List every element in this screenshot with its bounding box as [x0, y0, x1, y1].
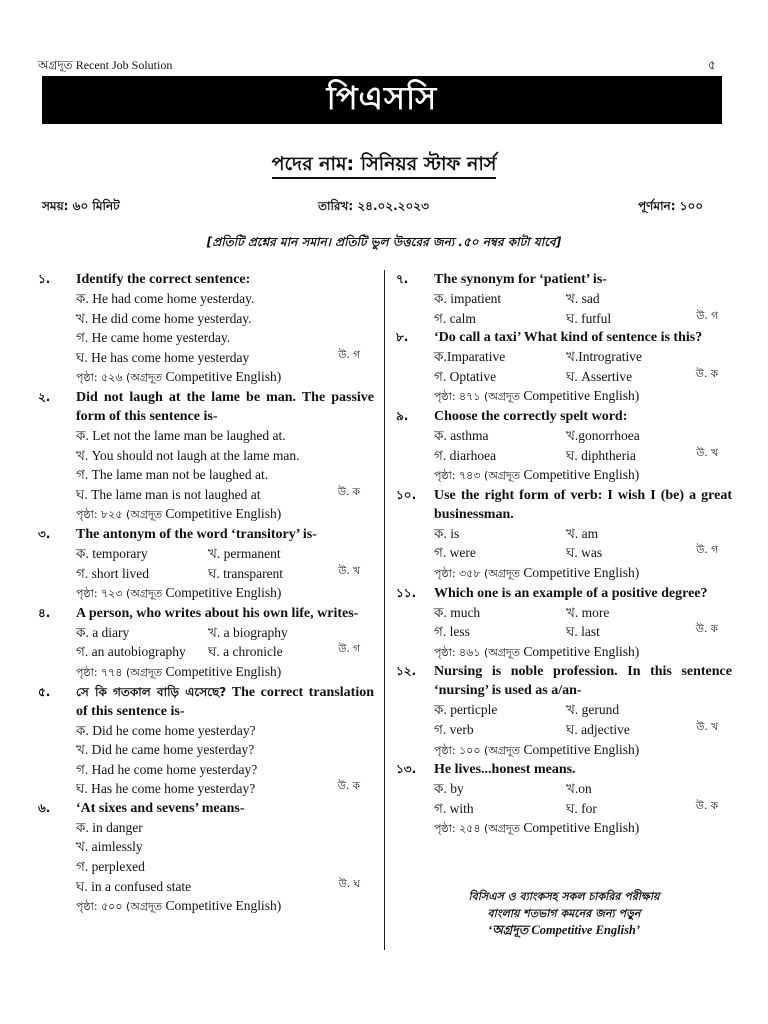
option-ga: গ. perplexed — [76, 859, 145, 875]
option-gha: ঘ. transparent — [208, 565, 284, 581]
question-10 — [396, 486, 732, 584]
promo-line-2: বাংলায় শতভাগ কমনের জন্য পড়ুন — [487, 907, 641, 920]
answer-key: উ. খ — [696, 446, 718, 459]
option-ka: ক. asthma — [434, 427, 489, 443]
post-title-text: পদের নাম: সিনিয়র স্টাফ নার্স — [272, 153, 497, 179]
question-number: ৮. — [396, 330, 409, 345]
option-gha: ঘ. Assertive — [566, 368, 633, 384]
answer-key: উ. ক — [695, 367, 718, 380]
option-ka: ক. much — [434, 604, 481, 620]
page-reference: পৃষ্ঠা: ৮২৫ (অগ্রদূত Competitive English) — [76, 506, 282, 522]
option-gha: ঘ. The lame man is not laughed at — [76, 486, 261, 502]
option-ga: গ. an autobiography — [76, 644, 186, 660]
option-kha: খ. He did come home yesterday. — [76, 310, 252, 326]
option-kha: খ. permanent — [208, 545, 281, 561]
option-gha: ঘ. last — [566, 624, 600, 640]
question-12 — [396, 662, 732, 760]
option-gha: ঘ. diphtheria — [566, 447, 636, 463]
option-ga: গ. The lame man not be laughed at. — [76, 467, 269, 483]
answer-key: উ. ক — [695, 799, 718, 812]
question-text: ‘At sixes and sevens’ means- — [76, 800, 245, 816]
page-reference: পৃষ্ঠা: ৪৭১ (অগ্রদূত Competitive English) — [434, 388, 640, 404]
question-6 — [38, 799, 374, 917]
page-reference: পৃষ্ঠা: ১০০ (অগ্রদূত Competitive English) — [434, 741, 640, 757]
page-reference: পৃষ্ঠা: ৫০০ (অগ্রদূত Competitive English) — [76, 898, 282, 914]
answer-key: উ. খ — [338, 564, 360, 577]
question-4 — [38, 604, 374, 683]
option-ga: গ. less — [434, 624, 470, 640]
post-title — [0, 150, 768, 182]
running-header: অগ্রদূত Recent Job Solution — [38, 58, 173, 72]
option-ka: ক. He had come home yesterday. — [76, 291, 255, 306]
question-11 — [396, 584, 732, 663]
question-number: ১. — [38, 272, 51, 286]
option-kha: খ. You should not laugh at the lame man. — [76, 447, 300, 463]
question-text: ‘Do call a taxi’ What kind of sentence is this? — [434, 330, 703, 346]
marking-note: [প্রতিটি প্রশ্নের মান সমান। প্রতিটি ভুল উত্তরের জন্য .৫০ নম্বর কাটা যাবে] — [206, 235, 562, 249]
option-gha: ঘ. He has come home yesterday — [76, 349, 250, 365]
question-text: Which one is an example of a positive degree? — [434, 585, 708, 601]
answer-key: উ. ক — [337, 485, 360, 498]
option-ga: গ. He came home yesterday. — [76, 330, 231, 346]
page-reference: পৃষ্ঠা: ৫২৬ (অগ্রদূত Competitive English) — [76, 369, 282, 385]
answer-key: উ. ক — [337, 780, 360, 793]
question-number: ৪. — [38, 605, 51, 620]
exam-banner: পিএসসি — [42, 76, 722, 124]
exam-time: সময়: ৬০ মিনিট — [42, 199, 120, 213]
option-ka: ক. Did he come home yesterday? — [76, 722, 256, 738]
question-3 — [38, 525, 374, 604]
question-number: ২. — [38, 389, 51, 404]
option-ga: গ. short lived — [76, 565, 149, 581]
question-text: The antonym of the word ‘transitory’ is- — [76, 526, 317, 542]
promo-line-1: বিসিএস ও ব্যাংকসহ সকল চাকরির পরীক্ষায় — [468, 890, 660, 903]
option-ka: ক. Let not the lame man be laughed at. — [76, 427, 286, 443]
question-number: ১১. — [396, 585, 417, 600]
option-gha: ঘ. a chronicle — [208, 644, 283, 660]
option-gha: ঘ. was — [566, 545, 603, 561]
answer-key: উ. গ — [338, 348, 360, 361]
option-kha: খ. am — [566, 525, 599, 541]
question-number: ৫. — [38, 684, 51, 699]
question-text: Nursing is noble profession. In this sentence ‘nursing’ is used as a/an- — [434, 664, 732, 699]
option-ga: গ. Had he come home yesterday? — [76, 761, 258, 777]
page-reference: পৃষ্ঠা: ৭২৩ (অগ্রদূত Competitive English) — [76, 585, 282, 601]
question-number: ৯. — [396, 408, 409, 423]
option-kha: খ. sad — [566, 291, 600, 306]
option-ka: ক. impatient — [434, 291, 502, 306]
left-column — [38, 270, 374, 917]
option-ga: গ. calm — [434, 310, 476, 326]
question-1 — [38, 270, 374, 388]
page-reference: পৃষ্ঠা: ৪৬১ (অগ্রদূত Competitive English) — [434, 643, 640, 659]
page-reference: পৃষ্ঠা: ২৫৪ (অগ্রদূত Competitive English) — [434, 820, 640, 836]
page-reference: পৃষ্ঠা: ৭৪৩ (অগ্রদূত Competitive English) — [434, 467, 640, 483]
question-text: সে কি গতকাল বাড়ি এসেছে? The correct translation of this sentence is- — [76, 684, 374, 719]
option-ka: ক. by — [434, 781, 464, 797]
answer-key: উ. খ — [696, 720, 718, 733]
option-kha: খ. gerund — [566, 702, 620, 718]
page-reference: পৃষ্ঠা: ৩৫৮ (অগ্রদূত Competitive English) — [434, 564, 640, 580]
question-number: ১৩. — [396, 762, 417, 777]
answer-key: উ. ক — [695, 623, 718, 636]
option-ka: ক. temporary — [76, 545, 148, 561]
option-ka: ক. is — [434, 525, 460, 541]
question-text: Choose the correctly spelt word: — [434, 408, 628, 424]
question-text: A person, who writes about his own life, writes- — [76, 605, 359, 621]
promo-footer — [396, 888, 732, 939]
option-kha: খ.on — [566, 781, 592, 797]
promo-line-3: ‘অগ্রদূত Competitive English’ — [487, 923, 641, 937]
option-kha: খ. a biography — [208, 624, 288, 640]
option-gha: ঘ. adjective — [566, 721, 630, 737]
option-ga: গ. diarhoea — [434, 447, 497, 463]
page-number: ৫ — [708, 58, 716, 72]
question-number: ৩. — [38, 526, 51, 541]
option-kha: খ. more — [566, 604, 610, 620]
question-number: ১২. — [396, 664, 417, 679]
option-ga: গ. verb — [434, 721, 474, 737]
question-number: ৭. — [396, 272, 409, 286]
question-number: ৬. — [38, 800, 51, 815]
option-kha: খ.Introgrative — [566, 349, 642, 365]
option-kha: খ.gonorrhoea — [566, 427, 640, 443]
question-5 — [38, 683, 374, 799]
answer-key: উ. গ — [696, 544, 718, 557]
question-text: He lives...honest means. — [434, 762, 576, 778]
question-text: Did not laugh at the lame be man. The passive form of this sentence is- — [76, 389, 374, 424]
option-gha: ঘ. in a confused state — [76, 878, 192, 894]
question-text: The synonym for ‘patient’ is- — [434, 272, 607, 287]
question-7 — [396, 270, 732, 328]
option-gha: ঘ. Has he come home yesterday? — [76, 781, 256, 797]
option-ga: গ. with — [434, 800, 474, 816]
page-reference: পৃষ্ঠা: ৭৭৪ (অগ্রদূত Competitive English) — [76, 663, 282, 679]
question-2 — [38, 388, 374, 525]
question-9 — [396, 407, 732, 486]
question-text: Use the right form of verb: I wish I (be) a great businessman. — [434, 487, 732, 522]
option-kha: খ. Did he came home yesterday? — [76, 742, 255, 758]
option-ka: ক.Imparative — [434, 349, 506, 365]
answer-key: উ. গ — [696, 309, 718, 322]
answer-key: উ. ঘ — [338, 877, 360, 890]
question-text: Identify the correct sentence: — [76, 272, 251, 287]
option-ka: ক. a diary — [76, 624, 130, 640]
question-8 — [396, 328, 732, 407]
answer-key: উ. গ — [338, 643, 360, 656]
option-ka: ক. in danger — [76, 819, 143, 835]
question-13 — [396, 760, 732, 839]
column-divider — [384, 270, 385, 950]
option-gha: ঘ. for — [566, 800, 597, 816]
option-ga: গ. were — [434, 545, 476, 561]
exam-date: তারিখ: ২৪.০২.২০২৩ — [318, 199, 429, 213]
question-number: ১০. — [396, 487, 417, 502]
option-gha: ঘ. futful — [566, 310, 612, 326]
right-column — [396, 270, 732, 839]
option-kha: খ. aimlessly — [76, 839, 143, 855]
option-ka: ক. perticple — [434, 702, 498, 718]
full-marks: পূর্ণমান: ১০০ — [638, 199, 704, 213]
option-ga: গ. Optative — [434, 368, 497, 384]
